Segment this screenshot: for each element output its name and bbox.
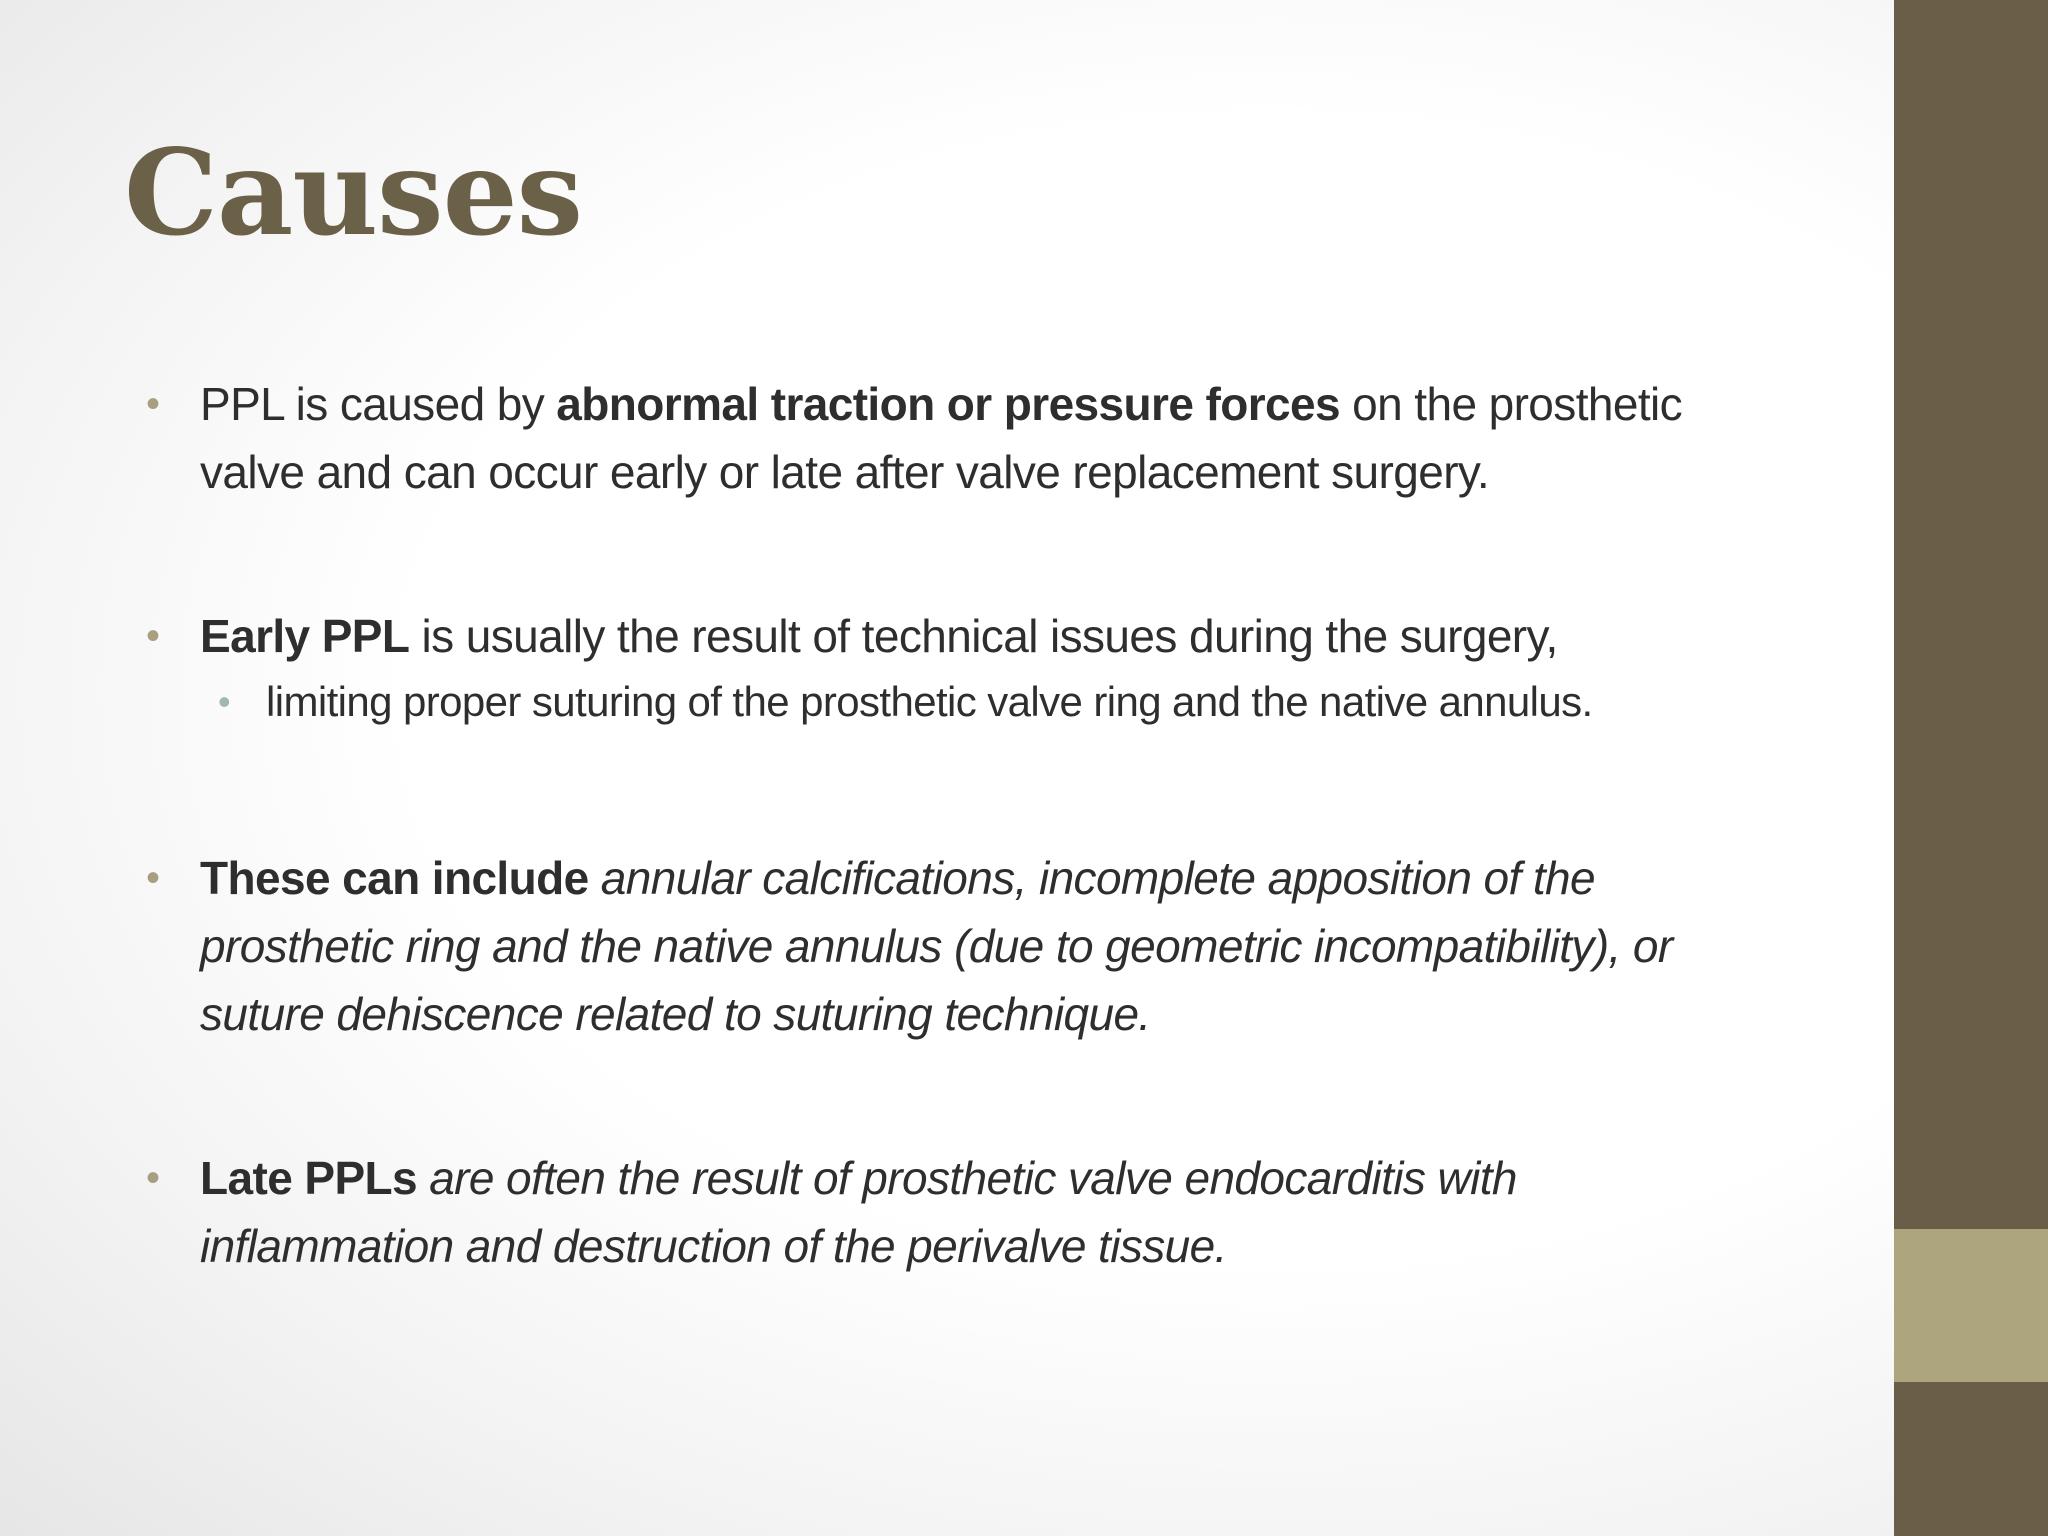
bullet-item-3 — [146, 844, 1766, 1048]
bullet-1-text-bold: abnormal traction or pressure forces — [556, 378, 1340, 430]
bullet-1-text-pre: PPL is caused by — [200, 378, 557, 430]
bullet-item-2 — [146, 602, 1766, 670]
bullet-list — [146, 370, 1766, 1280]
sub-bullet-item — [146, 670, 1766, 734]
bullet-1-text-post: on the prosthetic valve and can occur early or late after valve replacement surgery. — [200, 378, 1683, 498]
bullet-2-text-bold: Early PPL — [200, 610, 410, 662]
bullet-3-text-italic: annular calcifications, incomplete apposition of the prosthetic ring and the native annulus (due to geometric incompatibility), or suture dehiscence related to suturing technique. — [200, 852, 1673, 1040]
sub-bullet-text: limiting proper suturing of the prosthetic valve ring and the native annulus. — [266, 678, 1593, 725]
bullet-dot-icon: • — [146, 382, 160, 426]
bullet-dot-icon: • — [146, 856, 160, 900]
decorative-side-accent — [1894, 1229, 2048, 1382]
bullet-3-text-bold: These can include — [200, 852, 601, 904]
decorative-side-bar — [1894, 0, 2048, 1536]
bullet-item-4 — [146, 1144, 1766, 1280]
slide-title: Causes — [124, 123, 583, 262]
bullet-2-text-post: is usually the result of technical issues during the surgery, — [409, 610, 1558, 662]
bullet-4-text-bold: Late PPLs — [200, 1152, 418, 1204]
bullet-4-text-italic: are often the result of prosthetic valve endocarditis with inflammation and destruction of the perivalve tissue. — [200, 1152, 1517, 1272]
bullet-item-1 — [146, 370, 1766, 506]
sub-bullet-dot-icon: • — [218, 681, 231, 722]
bullet-dot-icon: • — [146, 1156, 160, 1200]
bullet-dot-icon: • — [146, 614, 160, 658]
